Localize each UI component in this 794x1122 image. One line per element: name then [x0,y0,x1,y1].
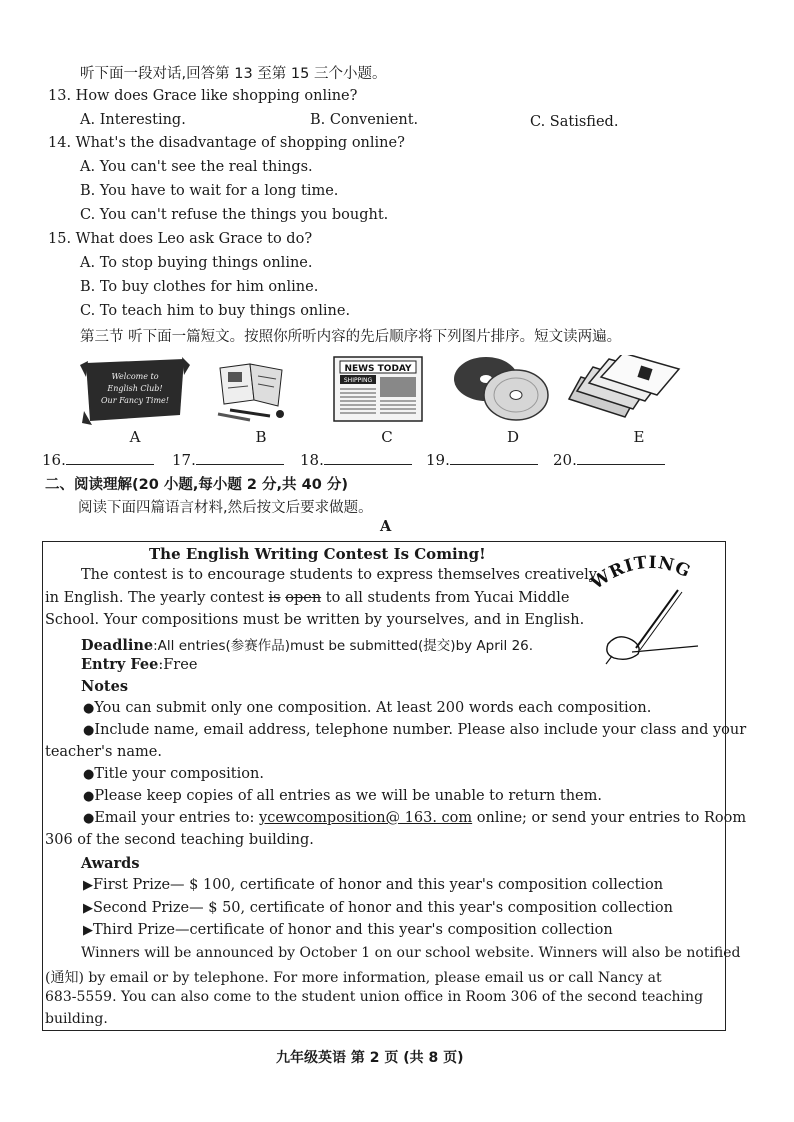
question-15-option-c: C. To teach him to buy things online. [80,303,351,319]
notes-heading: Notes [81,678,129,695]
bullet-icon: ● [83,767,95,782]
picture-b-label: B [255,428,267,446]
question-15-option-b: B. To buy clothes for him online. [80,279,319,295]
note-4-text: Please keep copies of all entries as we will be unable to return them. [94,788,602,804]
note-5-text-start: Email your entries to: [94,810,260,826]
deadline-label: Deadline [81,637,154,654]
award-1-text: First Prize— $ 100, certificate of honor and this year's composition collection [93,877,664,893]
club-sign-line-3: Our Fancy Time! [101,396,169,405]
question-15-stem: 15. What does Leo ask Grace to do? [48,231,313,247]
winners-line-4: building. [45,1011,108,1027]
arrow-icon: ▶ [83,878,93,893]
newspaper-icon [332,355,424,423]
entry-fee-text: :Free [158,657,198,673]
club-sign-line-2: English Club! [107,384,163,393]
entry-fee-label: Entry Fee [81,656,159,673]
listening-intro-13-15: 听下面一段对话,回答第 13 至第 15 三个小题。 [80,66,387,82]
contest-notice-box [42,541,747,1031]
picture-c-label: C [381,428,393,446]
award-2 [83,900,673,916]
note-5-line-2: 306 of the second teaching building. [45,832,314,848]
picture-e-label: E [633,428,645,446]
notice-para-1-line-1: The contest is to encourage students to express themselves creatively [81,567,597,583]
question-14-stem: 14. What's the disadvantage of shopping online? [48,135,405,151]
blank-number-18: 18. [300,451,324,469]
bullet-icon: ● [83,701,95,716]
picture-e [565,355,683,423]
books-and-pencils-icon [210,360,290,422]
picture-d [452,355,550,423]
english-club-sign-icon [80,355,190,425]
note-3-text: Title your composition. [94,766,264,782]
picture-b [210,360,290,422]
blank-line-19[interactable] [450,450,538,465]
picture-a [80,355,190,425]
winners-line-2: (通知) by email or by telephone. For more information, please email us or call Nancy at [45,970,662,986]
bullet-icon: ● [83,723,95,738]
blank-number-16: 16. [42,451,66,469]
page-footer: 九年级英语 第 2 页 (共 8 页) [276,1050,464,1066]
answer-blank-19[interactable] [426,450,538,469]
award-3 [83,922,613,938]
notice-para-1-line-3: School. Your compositions must be written by yourselves, and in English. [45,612,585,628]
question-13-option-c: C. Satisfied. [530,114,619,130]
reading-heading: 二、阅读理解(20 小题,每小题 2 分,共 40 分) [45,477,348,493]
question-15-option-a: A. To stop buying things online. [80,255,313,271]
award-3-text: Third Prize—certificate of honor and this year's composition collection [93,922,613,938]
blank-line-18[interactable] [324,450,412,465]
writing-word: WRITING [588,552,694,594]
question-13-option-a: A. Interesting. [80,112,186,128]
arrow-icon: ▶ [83,901,93,916]
question-14-option-c: C. You can't refuse the things you bought. [80,207,389,223]
winners-line-3: 683-5559. You can also come to the student union office in Room 306 of the second teaching [45,989,704,1005]
bullet-icon: ● [83,811,95,826]
picture-a-label: A [129,428,141,446]
writing-illustration [588,548,718,668]
question-14-option-b: B. You have to wait for a long time. [80,183,339,199]
notice-para-1-line-2 [45,590,569,606]
question-13-stem: 13. How does Grace like shopping online? [48,88,358,104]
note-2 [83,722,746,738]
winners-line-1: Winners will be announced by October 1 on our school website. Winners will also be notified [81,945,741,961]
note-5 [83,810,746,826]
question-14-option-a: A. You can't see the real things. [80,159,313,175]
entry-fee-line [81,656,197,673]
note-2-line-2: teacher's name. [45,744,162,760]
note-4 [83,788,602,804]
picture-c [332,355,424,423]
question-13-option-b: B. Convenient. [310,112,419,128]
awards-heading: Awards [81,855,140,872]
answer-blank-18[interactable] [300,450,412,469]
arrow-icon: ▶ [83,923,93,938]
note-2-text: Include name, email address, telephone number. Please also include your class and your [94,722,747,738]
newspaper-headline: NEWS TODAY [344,364,412,374]
struck-word-is: is [268,590,281,606]
struck-word-open: open [285,590,322,606]
note-5-text-end: online; or send your entries to Room [472,810,747,826]
note-3 [83,766,264,782]
answer-blank-20[interactable] [553,450,665,469]
passage-label: A [380,518,392,535]
answer-blank-17[interactable] [172,450,284,469]
blank-line-20[interactable] [577,450,665,465]
newspaper-subhead: SHIPPING [343,377,373,384]
blank-line-17[interactable] [196,450,284,465]
deadline-line [81,634,533,654]
blank-number-20: 20. [553,451,577,469]
note-1 [83,700,651,716]
contest-email-link[interactable]: ycewcomposition@ 163. com [259,810,473,826]
para-1-line-2-end: to all students from Yucai Middle [321,590,570,606]
cds-icon [452,355,550,423]
writing-hand-icon [588,548,718,668]
blank-number-19: 19. [426,451,450,469]
award-1 [83,877,663,893]
blank-line-16[interactable] [66,450,154,465]
club-sign-line-1: Welcome to [111,372,159,381]
answer-blank-16[interactable] [42,450,154,469]
deadline-text: :All entries(参赛作品)must be submitted(提交)by April 26. [153,638,534,654]
svg-text:WRITING [588,553,694,594]
flashcards-icon [565,355,683,423]
para-1-line-2-start: in English. The yearly contest [45,590,269,606]
bullet-icon: ● [83,789,95,804]
contest-title: The English Writing Contest Is Coming! [149,545,486,563]
section-3-instruction: 第三节 听下面一篇短文。按照你所听内容的先后顺序将下列图片排序。短文读两遍。 [80,329,622,345]
award-2-text: Second Prize— $ 50, certificate of honor and this year's composition collection [93,900,673,916]
reading-instruction: 阅读下面四篇语言材料,然后按文后要求做题。 [78,500,373,516]
blank-number-17: 17. [172,451,196,469]
note-1-text: You can submit only one composition. At least 200 words each composition. [94,700,652,716]
picture-d-label: D [506,428,520,446]
